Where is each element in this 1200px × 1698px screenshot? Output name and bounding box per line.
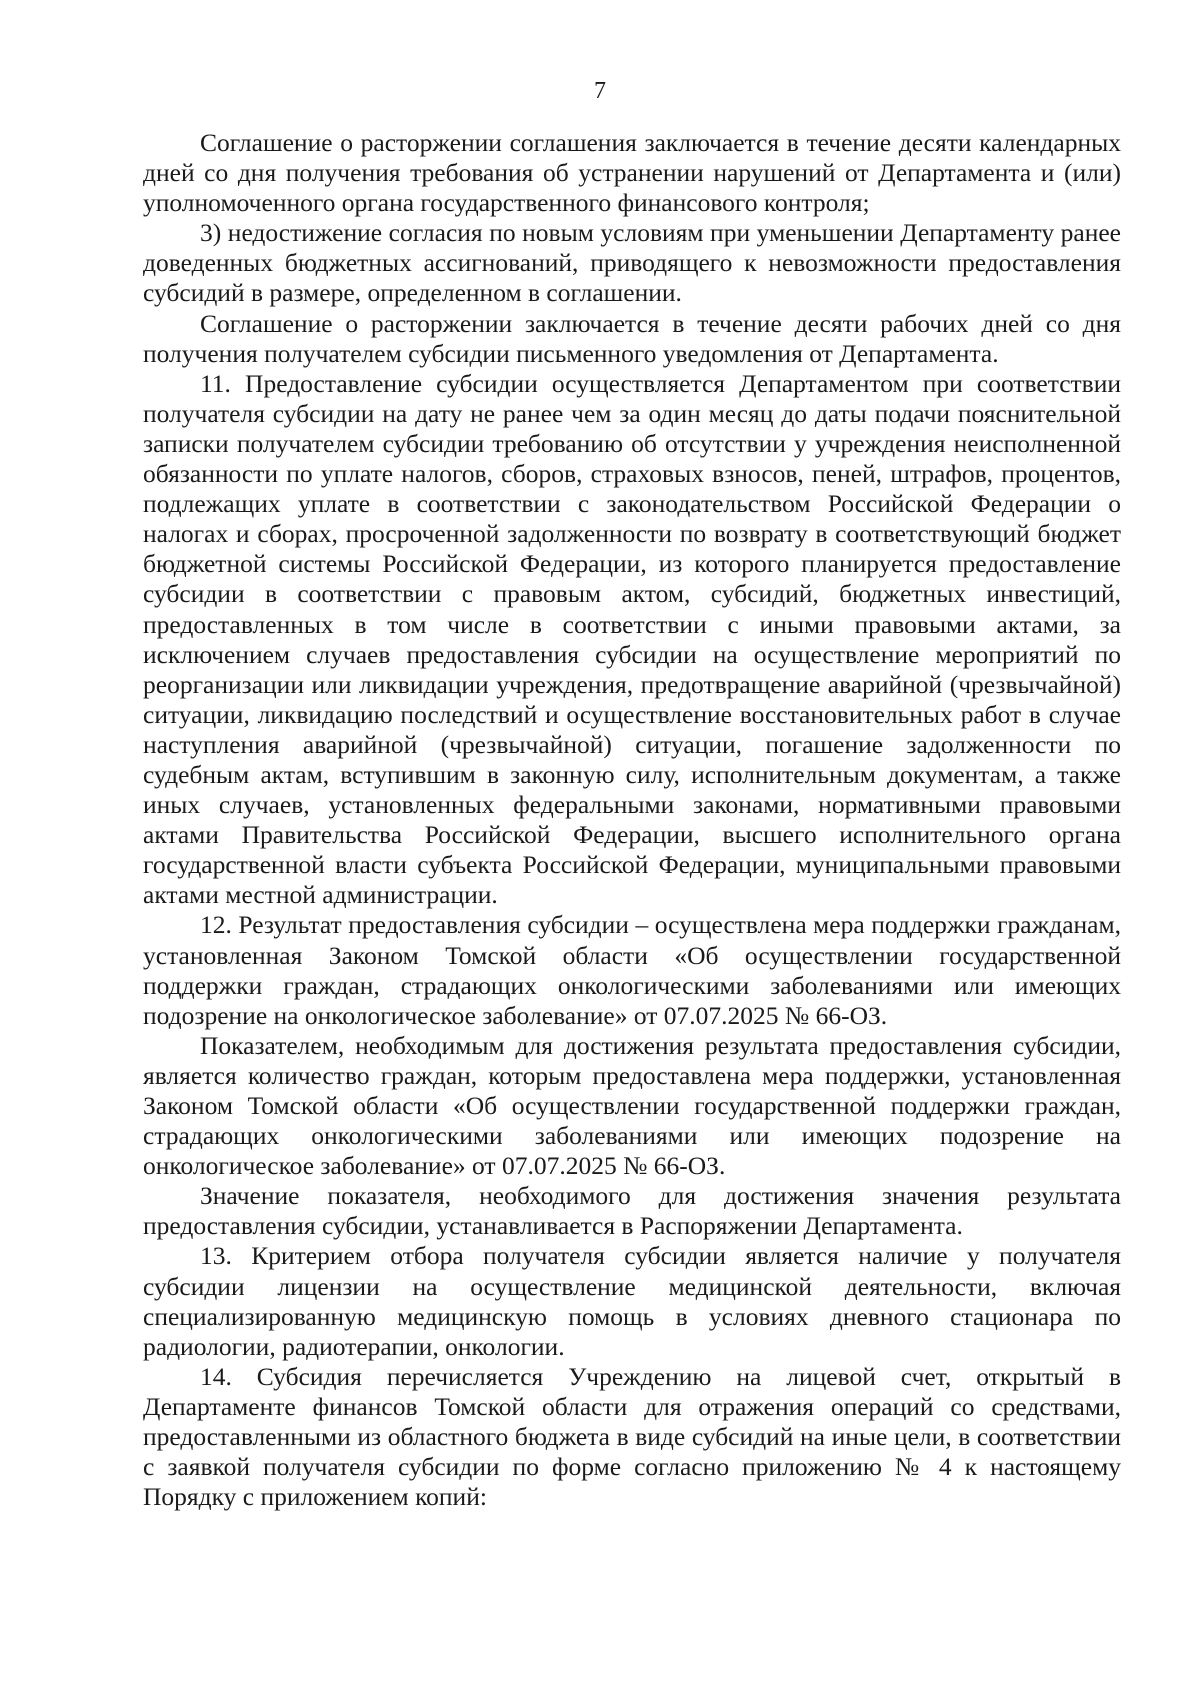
paragraph-11-subsidy-provision-conditions: 11. Предоставление субсидии осуществляется Департаментом при соответствии получателя субсидии на дату не ранее чем за один месяц до даты подачи пояснительной записки получателем субсидии требованию об отсутствии у учреждения неисполненной обязанности по уплате налогов, сборов, страховых взносов, пеней, штрафов, процентов, подлежащих уплате в соответствии с законодательством Российской Федерации о налогах и сборах, просроченной задолженности по возврату в соответствующий бюджет бюджетной системы Российской Федерации, из которого планируется предоставление субсидии в соответствии с правовым актом, субсидий, бюджетных инвестиций, предоставленных в том числе в соответствии с иными правовыми актами, за исключением случаев предоставления субсидии на осуществление мероприятий по реорганизации или ликвидации учреждения, предотвращение аварийной (чрезвычайной) ситуации, ликвидацию последствий и осуществление восстановительных работ в случае наступления аварийной (чрезвычайной) ситуации, погашение задолженности по судебным актам, вступившим в законную силу, исполнительным документам, а также иных случаев, установленных федеральными законами, нормативными правовыми актами Правительства Российской Федерации, высшего исполнительного органа государственной власти субъекта Российской Федерации, муниципальными правовыми актами местной администрации. xyxy=(143,368,1121,910)
paragraph-indicator-value: Значение показателя, необходимого для достижения значения результата предоставления субсидии, устанавливается в Распоряжении Департамента. xyxy=(143,1181,1121,1241)
paragraph-agreement-termination-10-calendar-days: Соглашение о расторжении соглашения заключается в течение десяти календарных дней со дня получения требования об устранении нарушений от Департамента и (или) уполномоченного органа государственного финансового контроля; xyxy=(143,128,1121,218)
paragraph-agreement-termination-10-working-days: Соглашение о расторжении заключается в течение десяти рабочих дней со дня получения получателем субсидии письменного уведомления от Департамента. xyxy=(143,308,1121,368)
paragraph-item-3-no-agreement: 3) недостижение согласия по новым условиям при уменьшении Департаменту ранее доведенных бюджетных ассигнований, приводящего к невозможности предоставления субсидий в размере, определенном в соглашении. xyxy=(143,218,1121,308)
paragraph-12-subsidy-result: 12. Результат предоставления субсидии – осуществлена мера поддержки гражданам, установленная Законом Томской области «Об осуществлении государственной поддержки граждан, страдающих онкологическими заболеваниями или имеющих подозрение на онкологическое заболевание» от 07.07.2025 № 66-ОЗ. xyxy=(143,910,1121,1030)
page-number: 7 xyxy=(594,78,606,104)
paragraph-indicator-definition: Показателем, необходимым для достижения результата предоставления субсидии, является количество граждан, которым предоставлена мера поддержки, установленная Законом Томской области «Об осуществлении государственной поддержки граждан, страдающих онкологическими заболеваниями или имеющих подозрение на онкологическое заболевание» от 07.07.2025 № 66-ОЗ. xyxy=(143,1030,1121,1181)
paragraph-13-selection-criterion: 13. Критерием отбора получателя субсидии является наличие у получателя субсидии лицензии на осуществление медицинской деятельности, включая специализированную медицинскую помощь в условиях дневного стационара по радиологии, радиотерапии, онкологии. xyxy=(143,1241,1121,1361)
paragraph-14-subsidy-transfer: 14. Субсидия перечисляется Учреждению на лицевой счет, открытый в Департаменте финансов Томской области для отражения операций со средствами, предоставленными из областного бюджета в виде субсидий на иные цели, в соответствии с заявкой получателя субсидии по форме согласно приложению № 4 к настоящему Порядку с приложением копий: xyxy=(143,1361,1121,1512)
document-body xyxy=(143,128,1121,1512)
